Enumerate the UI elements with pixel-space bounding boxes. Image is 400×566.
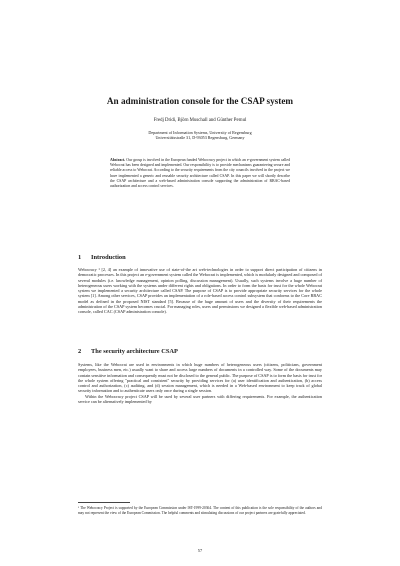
section-heading-introduction [78,254,126,261]
paper-title: An administration console for the CSAP system [106,96,294,106]
section-title: Introduction [91,254,126,261]
abstract [110,158,290,189]
section-body-introduction [78,267,322,314]
section-number: 2 [78,348,82,355]
paragraph: Systems, like the Webocrat are used in environments in which huge numbers of heterogeneous users (citizens, politicians, government employees, business men, etc.) usually want to share and access large numbers of documents in a controlled way. Some of the documents may contain sensitive information and consequently must not be disclosed to the general public. The purpose of CSAP is to form the basis for trust for the whole system offering "practical and consistent" security by providing services for (a) user identification and authentication, (b) access control and authorization, (c) auditing, and (d) session management, which is needed in a Web-based environment to keep track of global security information and to authenticate users only once during a single session. [78,362,322,394]
abstract-label: Abstract. [110,158,126,162]
affiliation-line-2: Universitätsstraße 31, D-93053 Regensburg, Germany [155,135,245,141]
author-list: Fredj Dridi, Björn Muschall and Günther Pernul [153,118,247,123]
section-heading-csap [78,348,178,355]
paragraph: Within the Webocracy project CSAP will be used by several user partners with differing requirements. For example, the authentication service can be alternatively implemented by [78,393,322,404]
page-number: 57 [197,548,203,553]
section-number: 1 [78,254,82,261]
section-title: The security architecture CSAP [91,348,178,355]
section-body-csap [78,362,322,404]
affiliation-line-1: Department of Information Systems, University of Regensburg [148,130,252,135]
footnote: ¹ The Webocracy Project is supported by the European Commission under IST-1999-20364. The content of this publication is the sole responsibility of the authors and may not represent the view of the European Commission. The helpful comments and stimulating discussions of our project partners are gratefully appreciated. [78,506,322,515]
abstract-text: Our group is involved in the European funded Webocracy project in which an e-government system called Webocrat has been designed and implemented. Our responsibility is to provide mechanisms guaranteeing secure and reliable access to Webocrat. According to the security requirements from the city councils involved in the project we have implemented a generic and reusable security architecture called CSAP. In this paper we will shortly describe the CSAP architecture and a web-based administration console supporting the administration of RBAC-based authorization and access control services. [110,158,290,189]
affiliation [60,130,340,141]
paragraph: Webocracy ¹ [2, 4] an example of innovative use of state-of-the art web-technologies in order to support direct participation of citizens in democratic processes. In this project an e-government system called the Webocrat is implemented, which is modularly designed and composed of several modules (i.e. knowledge management, opinion polling, discussion management). Usually, such systems involve a huge number of heterogeneous users working with the systems under different rights and obligations. In order to form the basis for trust for the whole Webocrat system we implemented a security architecture called CSAP. The purpose of CSAP is to provide appropriate security services for the whole system [1]. Among other services, CSAP provides an implementation of a role-based access control subsystem that conforms to the Core RBAC model as defined in the proposed NIST standard [5]. Because of the huge amount of users and the diversity of their requirements the administration of the CSAP system becomes crucial. For managing roles, users and permissions we designed a flexible web-based administration console, called CAC (CSAP administration console). [78,267,322,314]
footnote-divider [78,502,130,503]
